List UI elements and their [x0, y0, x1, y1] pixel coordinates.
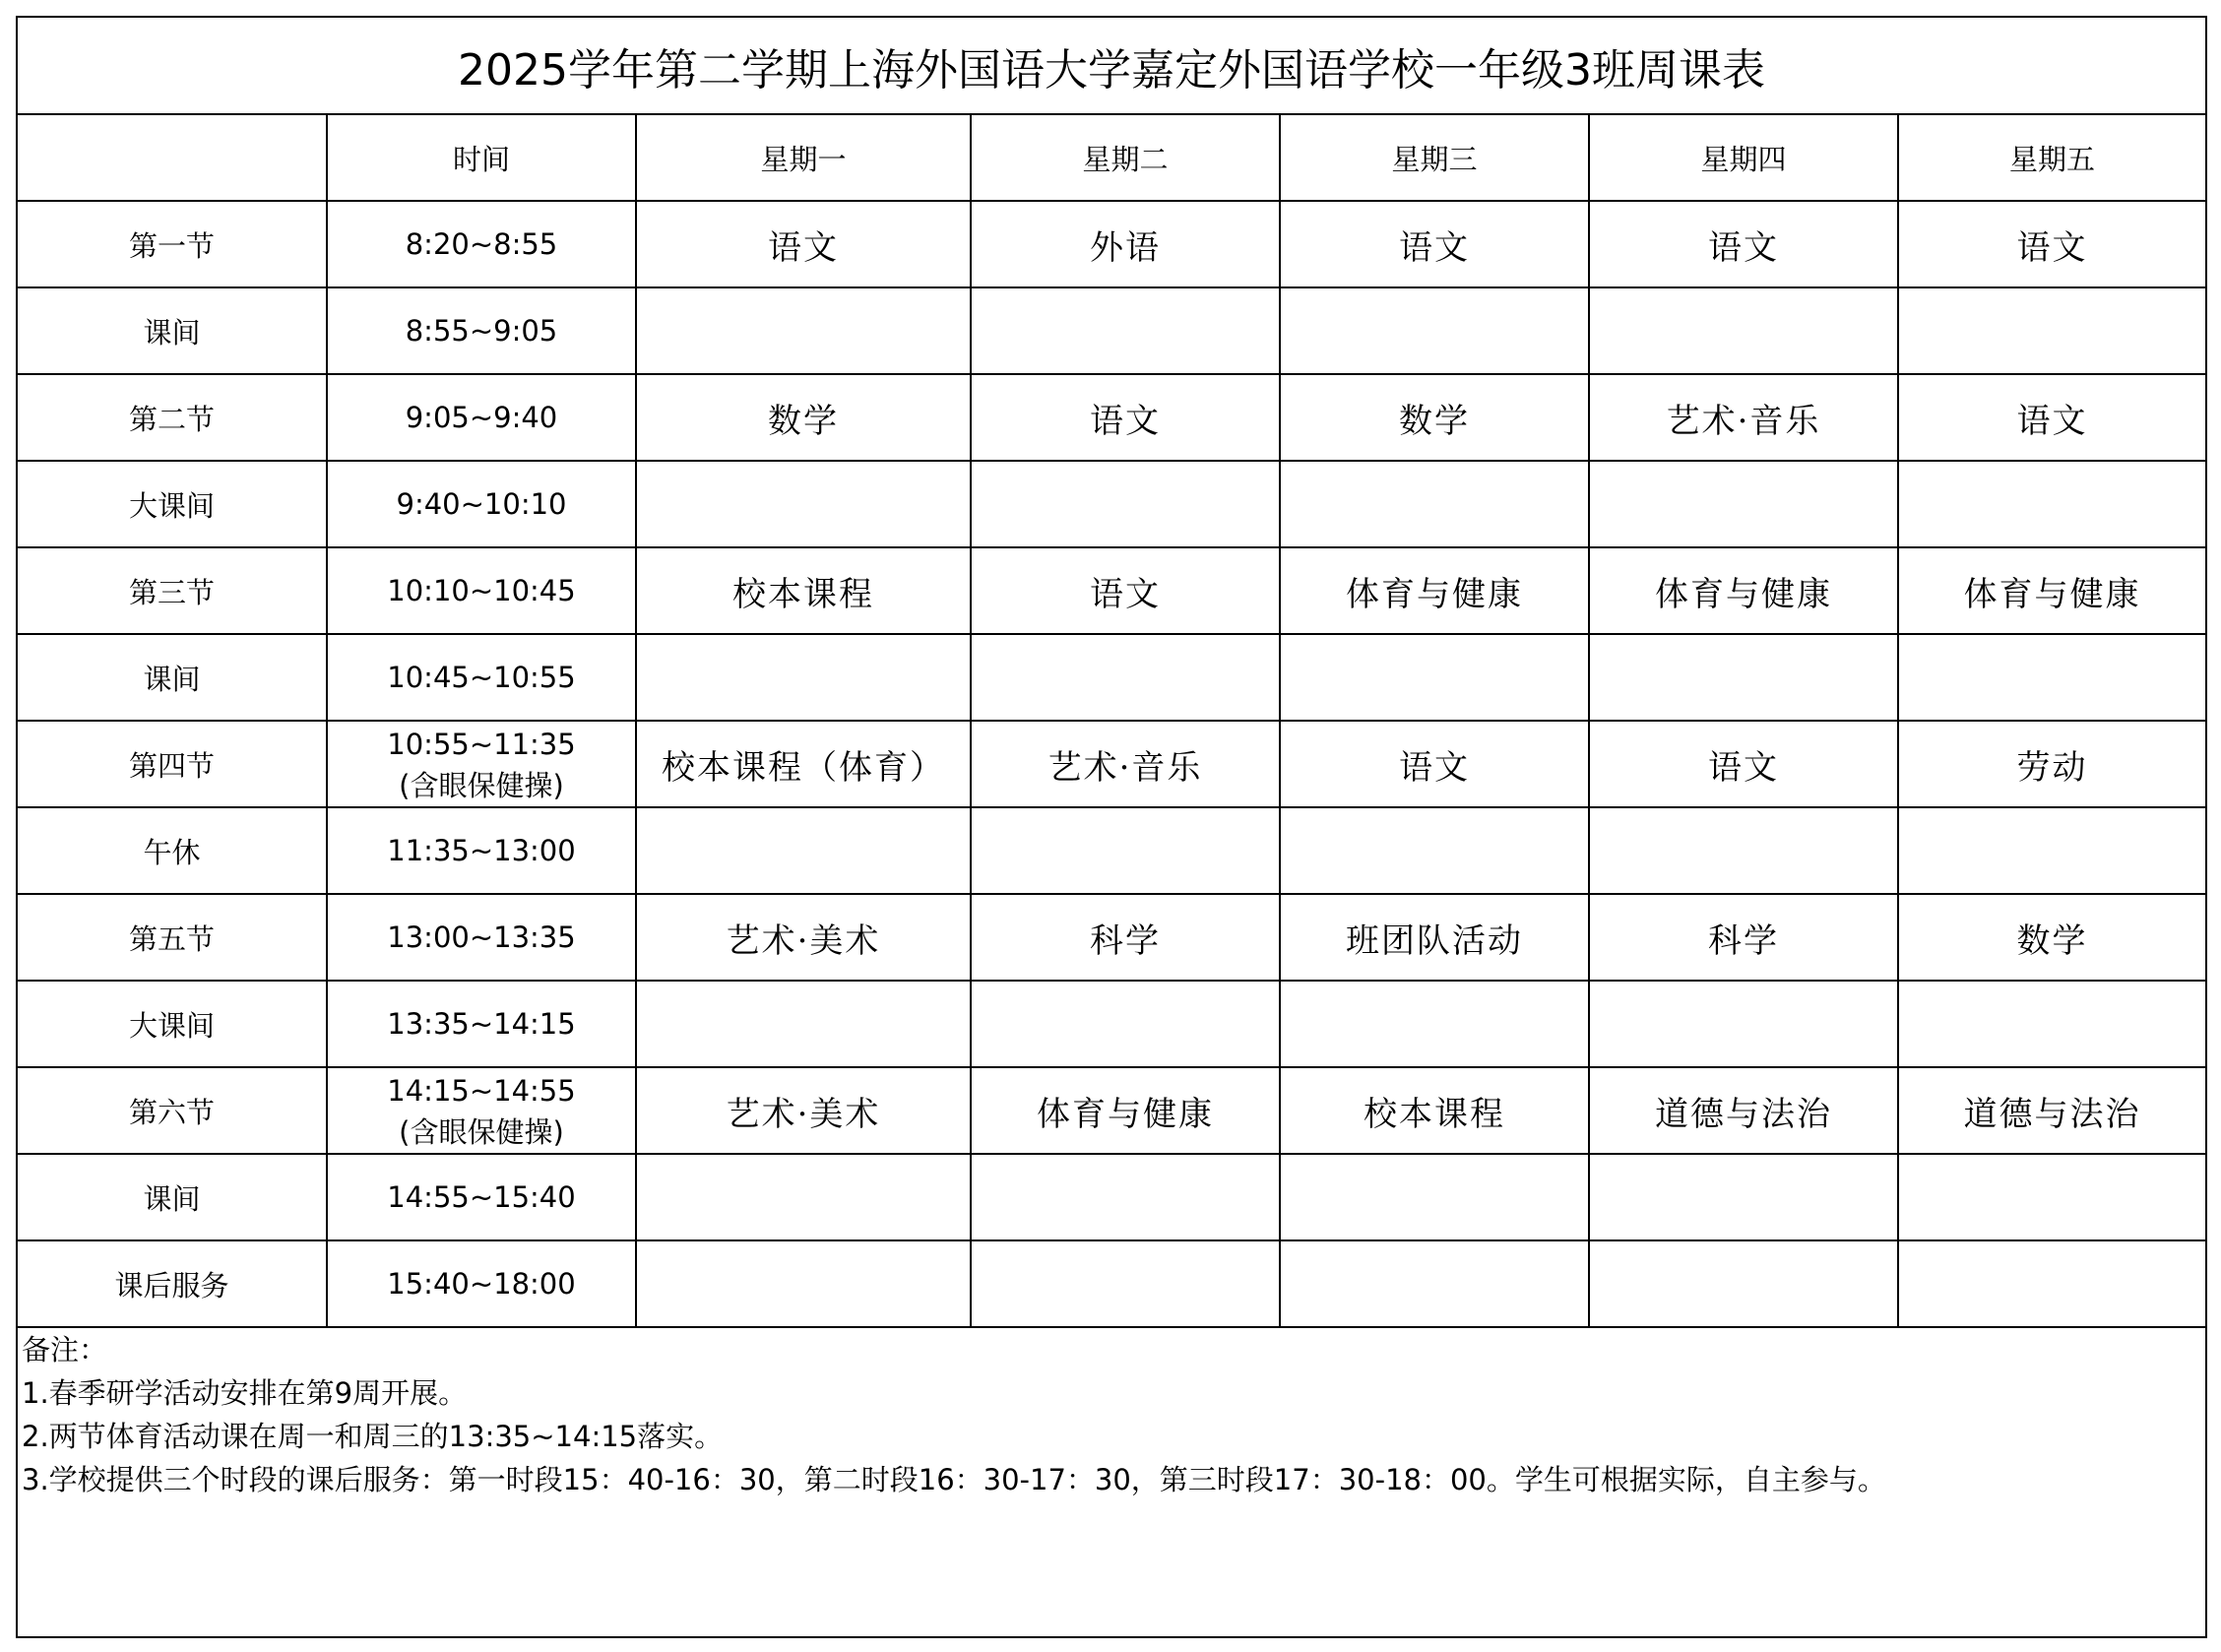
time-cell	[327, 634, 636, 721]
period-cell: 第一节	[18, 201, 327, 287]
course-cell: 数学	[636, 374, 971, 461]
course-cell	[1280, 1240, 1589, 1327]
course-cell	[971, 1240, 1280, 1327]
time-cell	[327, 981, 636, 1067]
schedule-sheet	[16, 16, 2207, 1638]
header-blank-cell	[18, 114, 327, 201]
course-cell	[971, 287, 1280, 374]
course-cell	[971, 634, 1280, 721]
course-cell: 道德与法治	[1589, 1067, 1898, 1154]
course-cell: 语文	[971, 374, 1280, 461]
notes-heading: 备注：	[22, 1333, 108, 1366]
header-row	[18, 114, 2205, 201]
period-cell: 第二节	[18, 374, 327, 461]
note-item: 3.学校提供三个时段的课后服务：第一时段15：40-16：30，第二时段16：30-17：30，第三时段17：30-18：00。学生可根据实际，自主参与。	[22, 1463, 1886, 1496]
time-cell	[327, 287, 636, 374]
course-cell: 数学	[1280, 374, 1589, 461]
time-range: 13:00~13:35	[387, 921, 576, 954]
course-cell	[1589, 981, 1898, 1067]
table-row	[18, 1240, 2205, 1327]
course-cell	[1280, 807, 1589, 894]
course-cell: 体育与健康	[1280, 547, 1589, 634]
table-row	[18, 374, 2205, 461]
table-row	[18, 721, 2205, 807]
note-item: 2.两节体育活动课在周一和周三的13:35~14:15落实。	[22, 1420, 724, 1453]
header-day-thu: 星期四	[1589, 114, 1898, 201]
course-cell	[1280, 634, 1589, 721]
period-cell: 大课间	[18, 461, 327, 547]
course-cell: 艺术·音乐	[971, 721, 1280, 807]
course-cell: 校本课程（体育）	[636, 721, 971, 807]
period-cell: 课间	[18, 634, 327, 721]
course-cell	[1898, 1154, 2205, 1240]
course-cell	[636, 807, 971, 894]
schedule-table	[18, 18, 2205, 1328]
title-row	[18, 18, 2205, 114]
course-cell	[971, 1154, 1280, 1240]
period-cell: 课间	[18, 1154, 327, 1240]
time-range: 9:05~9:40	[405, 401, 558, 434]
course-cell	[1898, 461, 2205, 547]
course-cell: 语文	[1898, 374, 2205, 461]
course-cell: 外语	[971, 201, 1280, 287]
time-range: 13:35~14:15	[387, 1007, 576, 1041]
time-range: 10:45~10:55	[387, 661, 576, 694]
course-cell	[1898, 981, 2205, 1067]
course-cell: 劳动	[1898, 721, 2205, 807]
course-cell: 科学	[1589, 894, 1898, 981]
course-cell	[1589, 461, 1898, 547]
time-range: 9:40~10:10	[396, 487, 567, 521]
course-cell	[1280, 1154, 1589, 1240]
table-row	[18, 807, 2205, 894]
table-row	[18, 201, 2205, 287]
course-cell: 数学	[1898, 894, 2205, 981]
period-cell: 午休	[18, 807, 327, 894]
time-cell	[327, 1067, 636, 1154]
notes-section	[22, 1328, 2188, 1501]
time-range: 14:15~14:55	[387, 1074, 576, 1108]
time-cell	[327, 547, 636, 634]
table-row	[18, 894, 2205, 981]
course-cell: 语文	[1589, 201, 1898, 287]
course-cell: 语文	[1280, 721, 1589, 807]
course-cell	[1589, 807, 1898, 894]
course-cell	[1898, 287, 2205, 374]
course-cell: 艺术·美术	[636, 1067, 971, 1154]
course-cell: 体育与健康	[1898, 547, 2205, 634]
course-cell	[1898, 634, 2205, 721]
course-cell: 语文	[636, 201, 971, 287]
time-range: 10:55~11:35	[387, 728, 576, 761]
course-cell	[971, 981, 1280, 1067]
time-cell	[327, 201, 636, 287]
page-title: 2025学年第二学期上海外国语大学嘉定外国语学校一年级3班周课表	[18, 18, 2205, 114]
header-day-tue: 星期二	[971, 114, 1280, 201]
time-cell	[327, 807, 636, 894]
header-time: 时间	[327, 114, 636, 201]
course-cell: 艺术·音乐	[1589, 374, 1898, 461]
time-range: 15:40~18:00	[387, 1267, 576, 1301]
time-cell	[327, 721, 636, 807]
time-cell	[327, 1240, 636, 1327]
course-cell	[636, 287, 971, 374]
table-row	[18, 1154, 2205, 1240]
course-cell	[971, 461, 1280, 547]
course-cell: 班团队活动	[1280, 894, 1589, 981]
course-cell: 语文	[1280, 201, 1589, 287]
course-cell: 体育与健康	[971, 1067, 1280, 1154]
period-cell: 第四节	[18, 721, 327, 807]
time-range: 8:20~8:55	[405, 227, 558, 261]
table-row	[18, 547, 2205, 634]
period-cell: 第六节	[18, 1067, 327, 1154]
course-cell	[1589, 287, 1898, 374]
course-cell	[636, 1154, 971, 1240]
course-cell	[1280, 461, 1589, 547]
time-note: (含眼保健操)	[399, 1115, 564, 1149]
course-cell	[971, 807, 1280, 894]
course-cell	[636, 981, 971, 1067]
table-row	[18, 1067, 2205, 1154]
header-day-mon: 星期一	[636, 114, 971, 201]
table-row	[18, 461, 2205, 547]
course-cell: 道德与法治	[1898, 1067, 2205, 1154]
course-cell: 艺术·美术	[636, 894, 971, 981]
time-note: (含眼保健操)	[399, 769, 564, 802]
course-cell: 校本课程	[1280, 1067, 1589, 1154]
course-cell	[1280, 981, 1589, 1067]
note-item: 1.春季研学活动安排在第9周开展。	[22, 1376, 468, 1410]
time-range: 10:10~10:45	[387, 574, 576, 607]
course-cell	[1589, 634, 1898, 721]
time-cell	[327, 374, 636, 461]
time-range: 11:35~13:00	[387, 834, 576, 867]
header-day-fri: 星期五	[1898, 114, 2205, 201]
time-cell	[327, 461, 636, 547]
course-cell	[636, 1240, 971, 1327]
period-cell: 大课间	[18, 981, 327, 1067]
period-cell: 课间	[18, 287, 327, 374]
table-row	[18, 634, 2205, 721]
period-cell: 课后服务	[18, 1240, 327, 1327]
time-cell	[327, 1154, 636, 1240]
course-cell: 科学	[971, 894, 1280, 981]
period-cell: 第五节	[18, 894, 327, 981]
time-cell	[327, 894, 636, 981]
time-range: 14:55~15:40	[387, 1180, 576, 1214]
time-range: 8:55~9:05	[405, 314, 558, 348]
course-cell	[1589, 1154, 1898, 1240]
course-cell	[1898, 807, 2205, 894]
course-cell: 校本课程	[636, 547, 971, 634]
course-cell	[1898, 1240, 2205, 1327]
course-cell: 语文	[1589, 721, 1898, 807]
header-day-wed: 星期三	[1280, 114, 1589, 201]
table-row	[18, 981, 2205, 1067]
course-cell	[636, 461, 971, 547]
period-cell: 第三节	[18, 547, 327, 634]
course-cell	[636, 634, 971, 721]
course-cell: 语文	[1898, 201, 2205, 287]
course-cell	[1589, 1240, 1898, 1327]
course-cell	[1280, 287, 1589, 374]
course-cell: 体育与健康	[1589, 547, 1898, 634]
table-row	[18, 287, 2205, 374]
course-cell: 语文	[971, 547, 1280, 634]
